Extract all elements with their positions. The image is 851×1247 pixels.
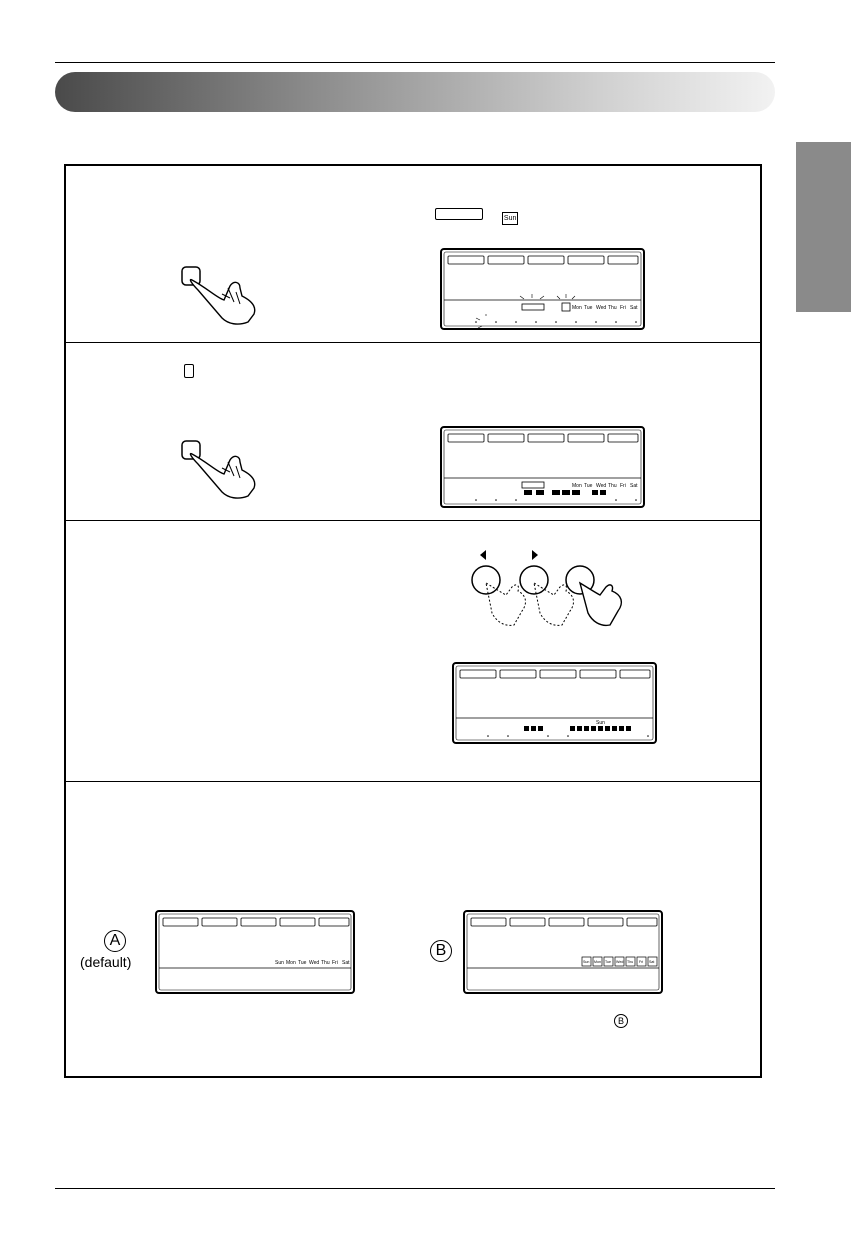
pressing-hand-icon [162, 258, 272, 328]
lcd-display-option-b [463, 910, 663, 994]
step-divider-2 [66, 520, 762, 521]
option-b-footnote-marker: B [614, 1014, 628, 1028]
day-thu-a: Thu [321, 960, 330, 966]
footer-rule [55, 1188, 775, 1189]
svg-text:Tue: Tue [584, 305, 593, 311]
day-fri-b: Fri [639, 960, 644, 964]
svg-text:Mon: Mon [572, 483, 582, 489]
svg-text:Fri: Fri [620, 483, 626, 489]
day-tue-a: Tue [298, 960, 307, 966]
step1-legend [435, 207, 518, 220]
svg-text:Tue: Tue [584, 483, 593, 489]
option-a-marker: A [104, 930, 126, 952]
step-divider-1 [66, 342, 762, 343]
lcd-sun-label: Sun [596, 720, 605, 726]
sun-day-icon: Sun [502, 212, 518, 225]
svg-text:Wed: Wed [596, 483, 607, 489]
day-wed-b: Wed [616, 960, 624, 964]
svg-text:Thu: Thu [608, 483, 617, 489]
day-mon-b: Mon [594, 960, 601, 964]
day-sat-b: Sat [649, 960, 655, 964]
day-wed-a: Wed [309, 960, 320, 966]
svg-text:Wed: Wed [596, 305, 607, 311]
default-label: (default) [80, 954, 132, 970]
pressing-hand-icon-2 [162, 432, 272, 502]
svg-text:Thu: Thu [608, 305, 617, 311]
lcd-display-option-a [155, 910, 355, 994]
svg-text:Fri: Fri [620, 305, 626, 311]
svg-text:Sat: Sat [630, 305, 638, 311]
day-sun-a: Sun [275, 960, 284, 966]
small-button-icon [184, 364, 194, 378]
day-fri-a: Fri [332, 960, 338, 966]
day-sat-a: Sat [342, 960, 350, 966]
step-divider-3 [66, 781, 762, 782]
lcd-display-3 [452, 662, 657, 744]
arrow-buttons-hands-icon [462, 545, 637, 635]
day-sun-b: Sun [583, 960, 590, 964]
lcd-display-1 [440, 248, 645, 330]
svg-text:Sat: Sat [630, 483, 638, 489]
option-b-marker: B [430, 940, 452, 962]
day-mon-a: Mon [286, 960, 296, 966]
day-thu-b: Thu [627, 960, 634, 964]
lcd-display-2 [440, 426, 645, 508]
chapter-side-tab [796, 142, 851, 312]
section-banner [55, 72, 775, 112]
header-rule [55, 62, 775, 63]
display-segment-icon [435, 208, 483, 220]
day-tue-b: Tue [605, 960, 612, 964]
svg-text:Mon: Mon [572, 305, 582, 311]
